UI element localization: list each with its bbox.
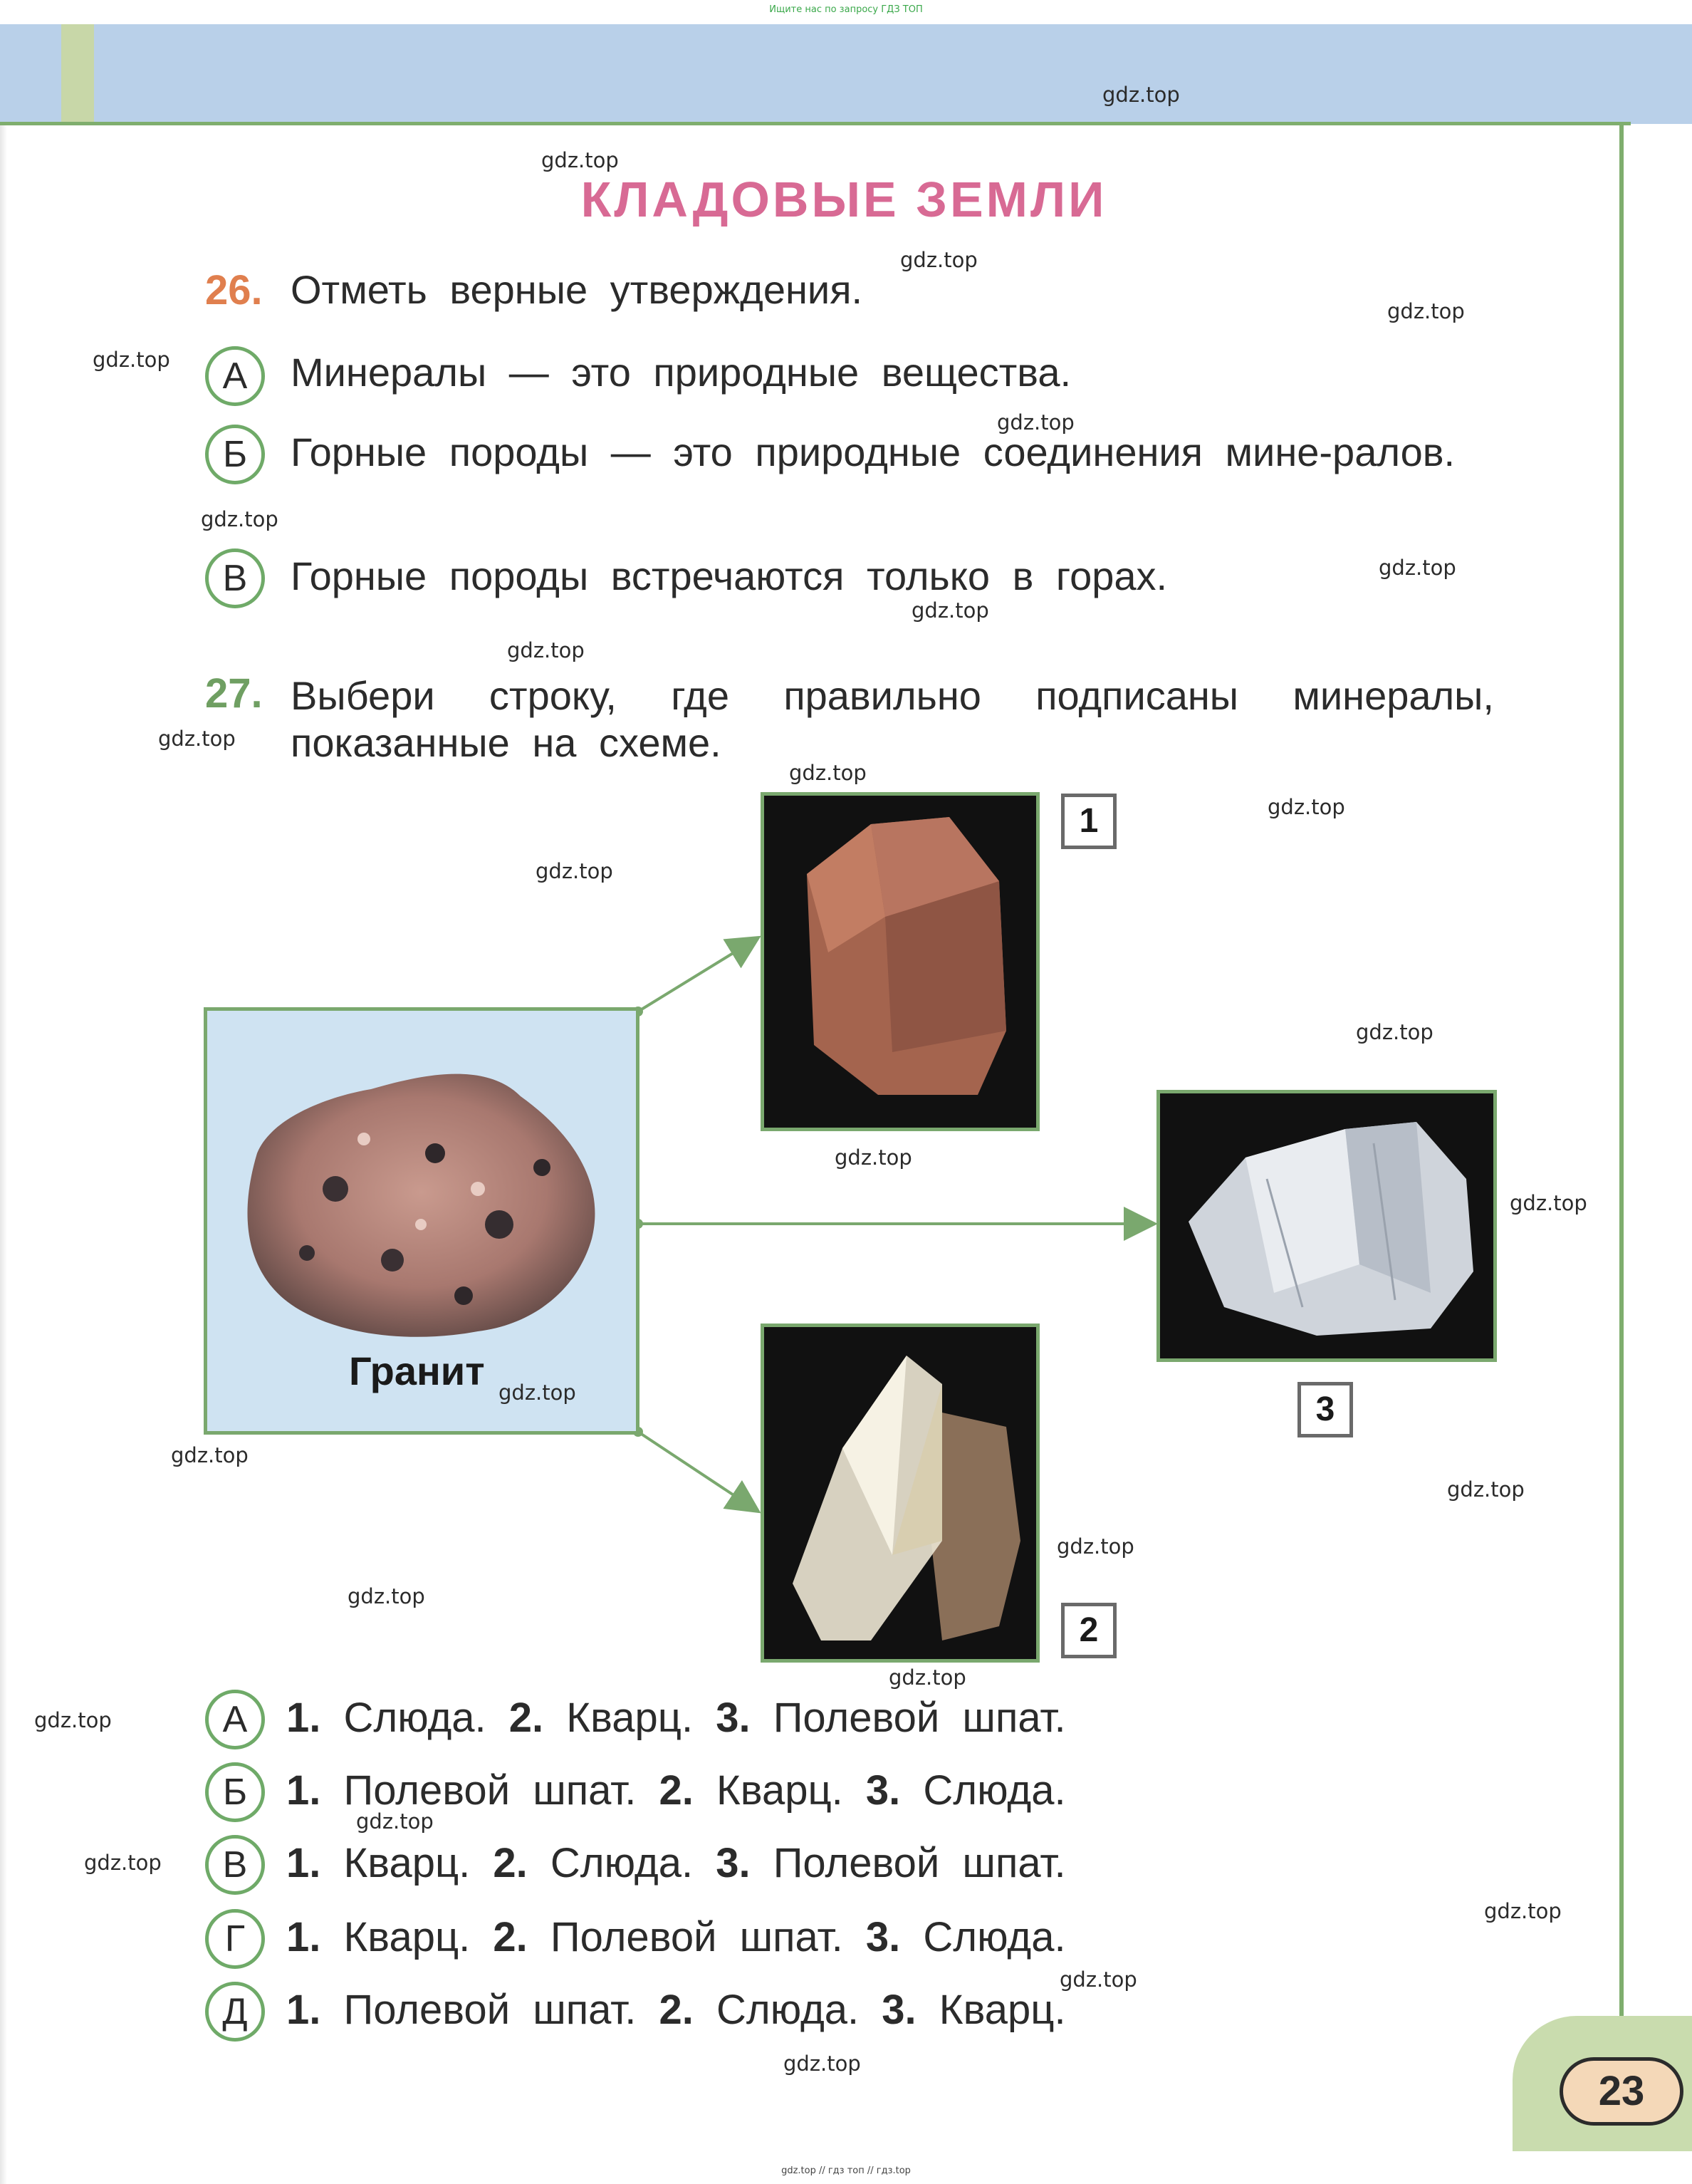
- watermark: gdz.top: [835, 1145, 912, 1170]
- photo-number-3: 3: [1297, 1382, 1353, 1437]
- task-26-option-b-text: Горные породы — это природные соединения мине-ралов.: [291, 430, 1456, 474]
- watermark: gdz.top: [1484, 1899, 1562, 1923]
- answer-b-circle[interactable]: Б: [205, 1762, 265, 1822]
- watermark: gdz.top: [1510, 1191, 1587, 1215]
- watermark: gdz.top: [348, 1584, 425, 1608]
- answer-b-text: 1. Полевой шпат. 2. Кварц. 3. Слюда.: [286, 1767, 1066, 1814]
- answer-v-circle[interactable]: В: [205, 1835, 265, 1895]
- arrow-to-photo-2: [638, 1432, 756, 1510]
- answer-g-text: 1. Кварц. 2. Полевой шпат. 3. Слюда.: [286, 1914, 1066, 1960]
- answer-a-circle[interactable]: А: [205, 1690, 265, 1749]
- watermark: gdz.top: [498, 1380, 576, 1405]
- answer-g-circle[interactable]: Г: [205, 1909, 265, 1969]
- watermark: gdz.top: [356, 1809, 434, 1834]
- watermark: gdz.top: [1379, 556, 1456, 580]
- watermark: gdz.top: [93, 348, 170, 372]
- watermark: gdz.top: [158, 727, 236, 751]
- watermark: gdz.top: [997, 410, 1075, 435]
- watermark: gdz.top: [507, 638, 585, 662]
- mineral-photo-2: [761, 1324, 1040, 1663]
- watermark: gdz.top: [34, 1708, 112, 1732]
- watermark: gdz.top: [789, 761, 867, 785]
- watermark: gdz.top: [900, 248, 978, 272]
- task-26-option-a-circle[interactable]: А: [205, 346, 265, 406]
- photo-number-1: 1: [1061, 794, 1117, 849]
- answer-d-circle[interactable]: Д: [205, 1982, 265, 2042]
- watermark: gdz.top: [201, 507, 278, 531]
- task-26-option-b-circle[interactable]: Б: [205, 425, 265, 484]
- watermark: gdz.top: [1356, 1020, 1434, 1044]
- watermark: gdz.top: [1060, 1967, 1137, 1992]
- watermark: gdz.top: [541, 148, 619, 172]
- watermark: gdz.top: [1057, 1534, 1134, 1559]
- task-26-option-a-text: Минералы — это природные вещества.: [291, 350, 1072, 395]
- answer-d-text: 1. Полевой шпат. 2. Слюда. 3. Кварц.: [286, 1987, 1066, 2033]
- photo-number-2: 2: [1061, 1603, 1117, 1658]
- quartz-crystal-image: [764, 1327, 1036, 1659]
- watermark: gdz.top: [1268, 795, 1345, 819]
- watermark: gdz.top: [84, 1851, 162, 1875]
- watermark: gdz.top: [1447, 1477, 1525, 1502]
- top-note: Ищите нас по запросу ГДЗ ТОП: [769, 4, 923, 15]
- page-title: КЛАДОВЫЕ ЗЕМЛИ: [580, 172, 1107, 227]
- task-26-option-c-circle[interactable]: В: [205, 548, 265, 608]
- task-26-number: 26.: [205, 267, 263, 313]
- task-26-text: Отметь верные утверждения.: [291, 267, 863, 312]
- watermark: gdz.top: [912, 598, 989, 623]
- bottom-note: gdz.top // гдз топ // гдз.top: [781, 2165, 911, 2176]
- answer-a-text: 1. Слюда. 2. Кварц. 3. Полевой шпат.: [286, 1695, 1066, 1741]
- granite-label: Гранит: [349, 1348, 485, 1393]
- watermark: gdz.top: [1102, 83, 1180, 107]
- task-27-number: 27.: [205, 670, 263, 717]
- watermark: gdz.top: [783, 2052, 861, 2076]
- task-26-option-c-text: Горные породы встречаются только в горах.: [291, 553, 1168, 598]
- mineral-photo-1: [761, 792, 1040, 1131]
- arrow-to-photo-1: [638, 939, 756, 1012]
- watermark: gdz.top: [171, 1443, 249, 1467]
- mineral-photo-3: [1156, 1090, 1497, 1362]
- task-27-text: Выбери строку, где правильно подписаны минералы, показанные на схеме.: [291, 673, 1494, 765]
- page-number: 23: [1560, 2057, 1683, 2126]
- watermark: gdz.top: [1387, 299, 1465, 323]
- watermark: gdz.top: [889, 1665, 966, 1690]
- mica-crystal-image: [1160, 1093, 1493, 1358]
- feldspar-crystal-image: [764, 796, 1036, 1128]
- watermark: gdz.top: [536, 859, 613, 883]
- answer-v-text: 1. Кварц. 2. Слюда. 3. Полевой шпат.: [286, 1840, 1066, 1886]
